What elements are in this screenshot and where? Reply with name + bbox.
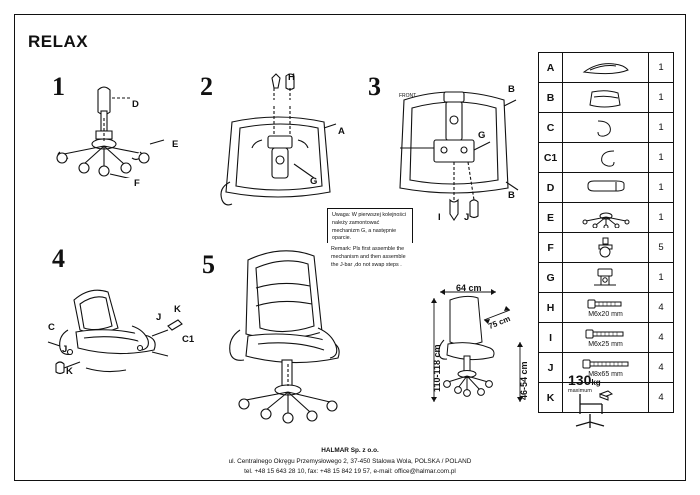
step-3-label-I: I — [438, 212, 441, 223]
step-1-number: 1 — [52, 72, 65, 101]
part-id: J — [539, 353, 563, 383]
part-id: A — [539, 53, 563, 83]
table-row — [539, 113, 674, 143]
step-4-label-J-right: J — [156, 312, 162, 323]
part-id: D — [539, 173, 563, 203]
part-id: F — [539, 233, 563, 263]
step-2-label-H: H — [288, 72, 295, 83]
step-2-label-G: G — [310, 176, 318, 187]
part-image-backrest-icon — [563, 83, 649, 113]
part-id: G — [539, 263, 563, 293]
step-2-number: 2 — [200, 72, 213, 101]
part-image-bolt-icon — [563, 323, 649, 353]
part-id: I — [539, 323, 563, 353]
table-row — [539, 53, 674, 83]
part-id: C1 — [539, 143, 563, 173]
footer-address: ul. Centralnego Okręgu Przemysłowego 2, 37-450 Stalowa Wola, POLSKA / POLAND — [228, 457, 472, 465]
part-image-seat-cushion-icon — [563, 53, 649, 83]
part-image-gas-lift-cylinder-icon — [563, 173, 649, 203]
part-dimension: M6x20 mm — [588, 310, 623, 318]
step-1-label-E: E — [172, 139, 179, 150]
part-qty: 4 — [648, 293, 673, 323]
table-row — [539, 293, 674, 323]
part-image-five-star-base-icon — [563, 203, 649, 233]
part-qty: 4 — [648, 383, 673, 413]
footer — [0, 446, 700, 477]
step-3-label-G: G — [478, 130, 486, 141]
step-4-label-C: C — [48, 322, 55, 333]
part-qty: 1 — [648, 53, 673, 83]
step-1-label-F: F — [134, 178, 140, 189]
weight-value: 130 — [568, 372, 592, 388]
part-qty: 1 — [648, 263, 673, 293]
part-id: K — [539, 383, 563, 413]
part-image-caster-wheel-icon — [563, 233, 649, 263]
table-row — [539, 233, 674, 263]
part-qty: 4 — [648, 353, 673, 383]
part-image-bolt-icon — [563, 293, 649, 323]
part-qty: 4 — [648, 323, 673, 353]
part-qty: 1 — [648, 113, 673, 143]
step-3-label-J: J — [464, 212, 470, 223]
step-1-diagram — [40, 78, 180, 178]
step-5-diagram — [222, 244, 372, 424]
table-row — [539, 203, 674, 233]
part-qty: 1 — [648, 203, 673, 233]
table-row — [539, 173, 674, 203]
footer-contact: tel. +48 15 643 28 10, fax: +48 15 842 19 57, e-mail: office@halmar.com.pl — [244, 467, 456, 475]
table-row — [539, 83, 674, 113]
dimension-width: 64 cm — [456, 283, 482, 293]
part-qty: 1 — [648, 173, 673, 203]
dimension-seat-height: 46-54 cm — [519, 361, 529, 400]
step-4-label-K-right: K — [174, 304, 181, 315]
part-qty: 1 — [648, 143, 673, 173]
part-id: B — [539, 83, 563, 113]
dimension-total-height: 110-118 cm — [432, 344, 442, 392]
table-row — [539, 323, 674, 353]
step-2-diagram — [210, 70, 350, 220]
part-qty: 1 — [648, 83, 673, 113]
parts-table — [538, 52, 674, 413]
step-1-label-D: D — [132, 99, 139, 110]
step-5-number: 5 — [202, 250, 215, 279]
step-2-label-A: A — [338, 126, 345, 137]
step-3-number: 3 — [368, 72, 381, 101]
footer-company: HALMAR Sp. z o.o. — [321, 447, 379, 455]
part-image-washer-icon — [563, 383, 649, 413]
part-dimension: M8x65 mm — [588, 370, 623, 378]
part-id: E — [539, 203, 563, 233]
part-image-bolt-icon — [563, 353, 649, 383]
weight-unit: kg — [591, 378, 601, 387]
note-polish: Uwaga: W pierwszej kolejności należy zamontować mechanizm G, a następnie oparcie. — [327, 208, 413, 247]
part-dimension: M6x25 mm — [588, 340, 623, 348]
step-4-label-J-left: J — [62, 344, 68, 355]
part-image-armrest-right-icon — [563, 143, 649, 173]
part-image-tilt-mechanism-icon — [563, 263, 649, 293]
page-title: RELAX — [28, 32, 89, 51]
dimension-depth: 75 cm — [487, 314, 512, 331]
table-row — [539, 353, 674, 383]
step-4-diagram — [40, 280, 200, 390]
step-4-label-C1: C1 — [182, 334, 195, 345]
part-id: H — [539, 293, 563, 323]
step-4-label-K-left: K — [66, 366, 73, 377]
part-image-armrest-left-icon — [563, 113, 649, 143]
table-row — [539, 263, 674, 293]
weight-caption: maximum — [568, 388, 592, 394]
table-row — [539, 383, 674, 413]
front-label: FRONT — [399, 93, 417, 99]
part-id: C — [539, 113, 563, 143]
part-qty: 5 — [648, 233, 673, 263]
step-3-label-B-bottom: B — [508, 190, 515, 201]
note-english: Remark: Pls first assemble the mechanism and then assemble the J-bar ,do not swap steps . — [327, 243, 413, 272]
step-3-label-B-top: B — [508, 84, 515, 95]
step-4-number: 4 — [52, 244, 65, 273]
table-row — [539, 143, 674, 173]
